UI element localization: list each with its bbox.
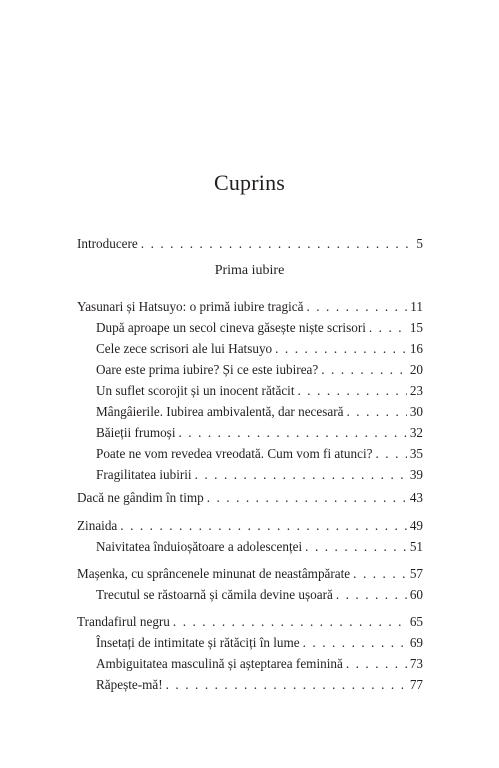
toc-entry-label: Însetați de intimitate și rătăciți în lume bbox=[96, 635, 300, 650]
dot-leader bbox=[306, 299, 407, 315]
toc-entry-label: Dacă ne gândim în timp bbox=[77, 490, 204, 505]
toc-entry-page: 77 bbox=[409, 677, 423, 692]
toc-entry-page: 69 bbox=[409, 635, 423, 650]
toc-entry-label: Cele zece scrisori ale lui Hatsuyo bbox=[96, 341, 273, 356]
toc-entry-page: 51 bbox=[409, 539, 423, 554]
toc-entry-introducere bbox=[77, 236, 423, 252]
toc-entry bbox=[77, 614, 423, 630]
dot-leader bbox=[369, 320, 407, 336]
dot-leader bbox=[353, 566, 407, 582]
dot-leader bbox=[336, 587, 407, 603]
toc-subentry bbox=[96, 320, 423, 336]
toc-subentry bbox=[96, 446, 423, 462]
dot-leader bbox=[275, 341, 407, 357]
toc-entry-label: Un suflet scorojit și un inocent rătăcit bbox=[96, 383, 295, 398]
dot-leader bbox=[305, 539, 407, 555]
toc-entry-label: După aproape un secol cineva găsește niște scrisori bbox=[96, 320, 366, 335]
toc-entry-label: Mașenka, cu sprâncenele minunat de neastâmpărate bbox=[77, 566, 351, 581]
toc-entry bbox=[77, 299, 423, 315]
toc-entry-page: 39 bbox=[409, 467, 423, 482]
toc-entry-label: Poate ne vom revedea vreodată. Cum vom fi atunci? bbox=[96, 446, 373, 461]
dot-leader bbox=[120, 518, 407, 534]
toc-entry-label: Oare este prima iubire? Și ce este iubirea? bbox=[96, 362, 319, 377]
toc-entry-page: 15 bbox=[409, 320, 423, 335]
toc-entry-page: 16 bbox=[409, 341, 423, 356]
toc-subentry bbox=[96, 425, 423, 441]
toc-subentry bbox=[96, 656, 423, 672]
toc-entry-label: Trandafirul negru bbox=[77, 614, 170, 629]
toc-entry-label: Fragilitatea iubirii bbox=[96, 467, 192, 482]
toc-subentry bbox=[96, 467, 423, 483]
toc-entry-label: Ambiguitatea masculină și așteptarea feminină bbox=[96, 656, 343, 671]
dot-leader bbox=[298, 383, 407, 399]
toc-entry-page: 32 bbox=[409, 425, 423, 440]
toc-subentry bbox=[96, 404, 423, 420]
toc-entry-page: 30 bbox=[409, 404, 423, 419]
toc-entry-label: Băieții frumoși bbox=[96, 425, 176, 440]
page-title: Cuprins bbox=[213, 170, 286, 195]
toc-entry-page: 5 bbox=[416, 236, 423, 251]
toc-entry-label: Trecutul se răstoarnă și cămila devine ușoară bbox=[96, 587, 333, 602]
toc-entry-page: 49 bbox=[409, 518, 423, 533]
dot-leader bbox=[347, 404, 407, 420]
toc-entry-label: Yasunari și Hatsuyo: o primă iubire tragică bbox=[77, 299, 304, 314]
toc-subentry bbox=[96, 587, 423, 603]
dot-leader bbox=[173, 614, 407, 630]
toc-entry-page: 11 bbox=[410, 299, 423, 314]
toc-subentry bbox=[96, 383, 423, 399]
toc-entry-page: 65 bbox=[409, 614, 423, 629]
toc-entry-page: 43 bbox=[409, 490, 423, 505]
dot-leader bbox=[321, 362, 407, 378]
toc-entry-label: Răpește-mă! bbox=[96, 677, 163, 692]
dot-leader bbox=[375, 446, 406, 462]
toc-entry-label: Naivitatea înduioșătoare a adolescenței bbox=[96, 539, 303, 554]
dot-leader bbox=[178, 425, 406, 441]
toc-entry-page: 60 bbox=[409, 587, 423, 602]
toc-entry bbox=[77, 518, 423, 534]
toc-subentry bbox=[96, 677, 423, 693]
dot-leader bbox=[166, 677, 407, 693]
toc-entry-label: Zinaida bbox=[77, 518, 118, 533]
section-title: Prima iubire bbox=[214, 263, 285, 278]
dot-leader bbox=[141, 236, 414, 252]
toc-entry-label: Mângâierile. Iubirea ambivalentă, dar necesară bbox=[96, 404, 344, 419]
toc-entry-page: 35 bbox=[409, 446, 423, 461]
toc-subentry bbox=[96, 635, 423, 651]
toc-subentry bbox=[96, 539, 423, 555]
toc-entry bbox=[77, 566, 423, 582]
dot-leader bbox=[195, 467, 407, 483]
toc-entry bbox=[77, 490, 423, 506]
toc-subentry bbox=[96, 341, 423, 357]
toc-entry-label: Introducere bbox=[77, 236, 138, 251]
toc-entry-page: 73 bbox=[409, 656, 423, 671]
dot-leader bbox=[207, 490, 407, 506]
toc-entry-page: 57 bbox=[409, 566, 423, 581]
toc-entry-page: 20 bbox=[409, 362, 423, 377]
dot-leader bbox=[346, 656, 407, 672]
toc-entry-page: 23 bbox=[409, 383, 423, 398]
toc-subentry bbox=[96, 362, 423, 378]
dot-leader bbox=[303, 635, 407, 651]
